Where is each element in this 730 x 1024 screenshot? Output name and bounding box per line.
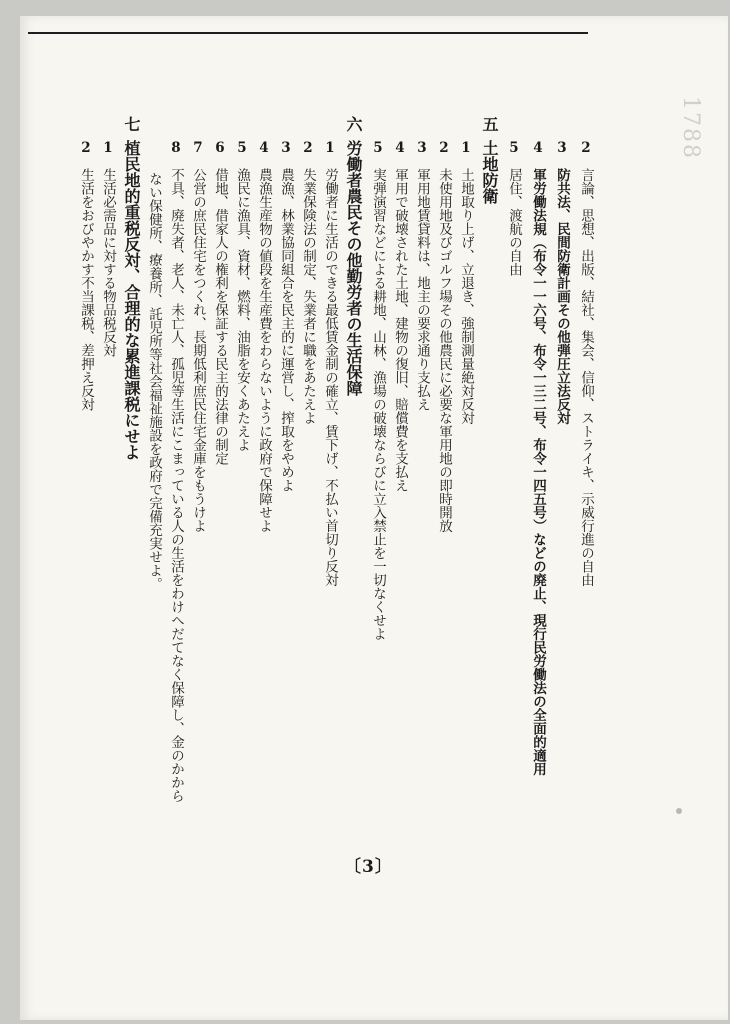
item-4-restoration [390,140,410,492]
item-number: 4 [256,140,272,156]
item-8-continuation [144,172,164,591]
item-2-unjust-taxation [76,140,96,411]
item-5-live-fire [368,140,388,641]
item-number: 4 [530,140,546,156]
item-3-anti-suppression-law [552,140,572,425]
item-number: 2 [300,140,316,156]
item-text: 公営の庶民住宅をつくれ、長期低利庶民住宅金庫をもうけよ [190,168,206,533]
item-2-unemployment [298,140,318,425]
item-number: 3 [278,140,294,156]
item-number: 7 [190,140,206,156]
section-title: 植民地的重税反対、合理的な累進課税にせよ [122,140,141,460]
item-text: 防共法、民間防衛計画その他弾圧立法反対 [554,168,570,425]
item-3-land-rent [412,140,432,411]
item-text: 軍用で破壊された土地、建物の復旧、賠償費を支払え [392,168,408,492]
margin-mark [676,808,682,814]
item-1-commodity-tax [98,140,118,357]
item-text: 土地取り上げ、立退き、強制測量絶対反対 [458,168,474,425]
item-text: 農漁生産物の値段を生産費をわらないように政府で保障せよ [256,168,272,533]
item-text: 農漁、林業協同組合を民主的に運営し、搾取をやめよ [278,168,294,492]
item-text: 不具、廃失者、老人、未亡人、孤児等生活にこまっている人の生活をわけへだてなく保障し、金のかから [168,168,184,803]
item-text: ない保健所、療養所、託児所等社会福祉施設を政府で完備充実せよ。 [146,172,162,591]
item-1-minimum-wage [320,140,340,587]
section-title: 労働者農民その他勤労者の生活保障 [344,140,363,396]
item-text: 借地、借家人の権利を保証する民主的法律の制定 [212,168,228,465]
item-text: 言論、思想、出版、結社、集会、信仰、ストライキ、示威行進の自由 [578,168,594,587]
item-4-military-labor-law [528,140,548,776]
section-number: 六 [344,116,363,132]
section-number: 五 [480,116,499,132]
faint-stamp-number: 1788 [678,96,703,160]
item-2-unused-land [434,140,454,533]
section-heading-land-defense [478,116,500,204]
item-text: 生活必需品に対する物品税反対 [100,168,116,357]
item-number: 6 [212,140,228,156]
section-heading-taxation [120,116,142,460]
item-text: 失業保険法の制定、失業者に職をあたえよ [300,168,316,425]
item-number: 1 [322,140,338,156]
item-4-product-prices [254,140,274,533]
item-2-speech-freedom [576,140,596,587]
item-number: 3 [414,140,430,156]
item-number: 3 [554,140,570,156]
item-5-fishers-supplies [232,140,252,452]
item-text: 実弾演習などによる耕地、山林、漁場の破壊ならびに立入禁止を一切なくせよ [370,168,386,641]
item-number: 5 [506,140,522,156]
item-number: 1 [100,140,116,156]
item-6-tenant-rights [210,140,230,465]
item-text: 漁民に漁具、資材、燃料、油脂を安くあたえよ [234,168,250,452]
item-number: 4 [392,140,408,156]
item-number: 2 [78,140,94,156]
item-3-cooperatives [276,140,296,492]
item-1-land-seizure [456,140,476,425]
section-heading-livelihood [342,116,364,396]
section-number: 七 [122,116,141,132]
item-text: 居住、渡航の自由 [506,168,522,276]
section-title: 土地防衛 [480,140,499,204]
top-rule [28,32,588,34]
item-number: 5 [234,140,250,156]
item-number: 5 [370,140,386,156]
item-text: 未使用地及びゴルフ場その他農民に必要な軍用地の即時開放 [436,168,452,533]
page-number: 〔3〕 [344,857,393,877]
item-number: 1 [458,140,474,156]
item-text: 労働者に生活のできる最低賃金制の確立、賃下げ、不払い首切り反対 [322,168,338,587]
item-text: 生活をおびやかす不当課税、差押え反対 [78,168,94,411]
item-number: 2 [436,140,452,156]
item-text: 軍用地賃貸料は、地主の要求通り支払え [414,168,430,411]
item-text: 軍労働法規（布令一一六号、布令一三二号、布令一四五号）などの廃止、現行民労働法の全面的適用 [530,168,546,776]
item-5-residence-travel [504,140,524,276]
item-8-welfare [166,140,186,803]
item-7-public-housing [188,140,208,533]
document-page [20,16,728,1020]
item-number: 8 [168,140,184,156]
item-number: 2 [578,140,594,156]
